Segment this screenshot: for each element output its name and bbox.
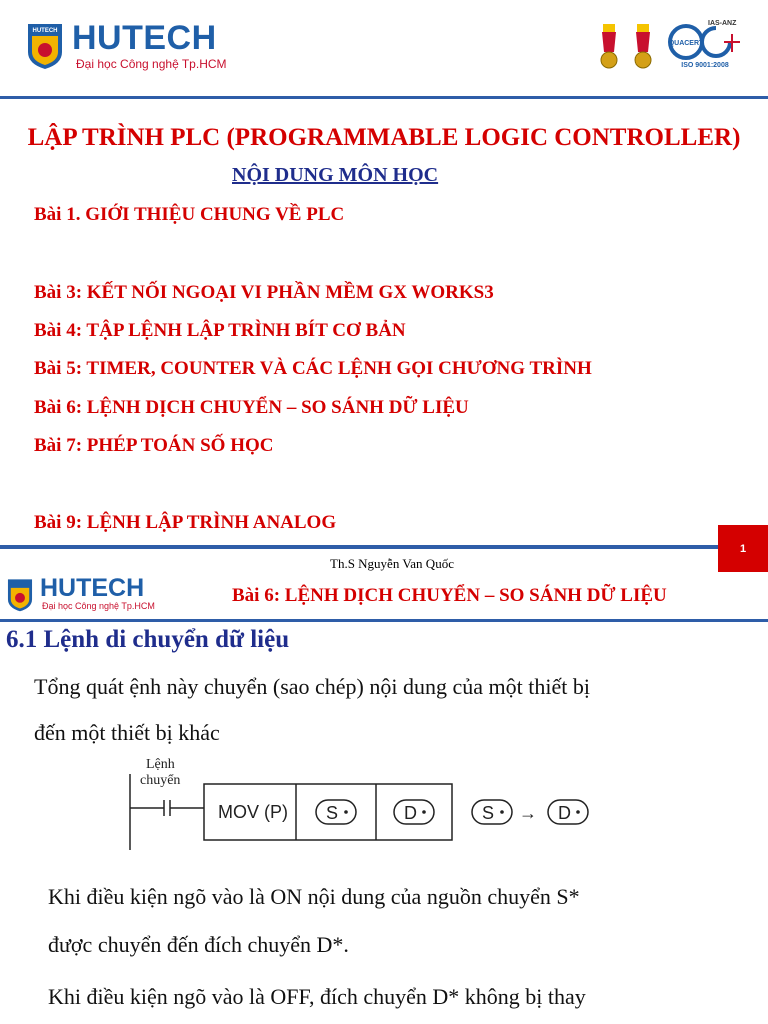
lesson-item: Bài 4: TẬP LỆNH LẬP TRÌNH BÍT CƠ BẢN xyxy=(34,320,406,341)
ias-anz-label: IAS-ANZ xyxy=(708,20,737,27)
medal-icon xyxy=(598,24,620,74)
instruction-name: MOV (P) xyxy=(218,802,288,822)
brand-tagline: Đại học Công nghệ Tp.HCM xyxy=(76,57,227,71)
intro-text: Tổng quát ệnh này chuyển (sao chép) nội dung của một thiết bị xyxy=(34,674,590,699)
body-text: Khi điều kiện ngõ vào là ON nội dung của nguồn chuyển S* xyxy=(48,884,580,909)
lesson-header: Bài 6: LỆNH DỊCH CHUYỂN – SO SÁNH DỮ LIỆU xyxy=(232,585,667,606)
body-text: Khi điều kiện ngõ vào là OFF, đích chuyển D* không bị thay xyxy=(48,984,586,1009)
section-title: 6.1 Lệnh di chuyển dữ liệu xyxy=(6,626,290,653)
lesson-item: Bài 3: KẾT NỐI NGOẠI VI PHẦN MỀM GX WORKS3 xyxy=(34,282,494,303)
mov-instruction-diagram xyxy=(120,752,600,852)
body-text: được chuyển đến đích chuyển D*. xyxy=(48,932,349,957)
shield-text: HUTECH xyxy=(32,28,58,34)
page-number-badge: 1 xyxy=(718,525,768,572)
lesson-item: Bài 5: TIMER, COUNTER VÀ CÁC LỆNH GỌI CHƯƠNG TRÌNH xyxy=(34,358,592,379)
brand-name: HUTECH xyxy=(72,19,217,57)
header-divider xyxy=(0,96,768,99)
author-name: Th.S Nguyễn Van Quốc xyxy=(330,556,454,571)
course-title: LẬP TRÌNH PLC (PROGRAMMABLE LOGIC CONTROLLER) xyxy=(27,124,741,151)
dest-operand: D xyxy=(558,803,571,823)
iso-label: ISO 9001:2008 xyxy=(681,62,729,69)
course-subtitle: NỘI DUNG MÔN HỌC xyxy=(232,164,439,186)
source-operand: S xyxy=(326,803,339,823)
lesson-item: Bài 9: LỆNH LẬP TRÌNH ANALOG xyxy=(34,512,337,533)
hutech-shield-icon xyxy=(26,22,64,70)
arrow: → xyxy=(519,803,537,823)
source-operand: S xyxy=(482,803,495,823)
lesson-item: Bài 6: LỆNH DỊCH CHUYỂN – SO SÁNH DỮ LIỆU xyxy=(34,397,469,418)
lesson-item: Bài 1. GIỚI THIỆU CHUNG VỀ PLC xyxy=(34,204,345,225)
brand-tagline: Đại học Công nghệ Tp.HCM xyxy=(42,601,155,611)
medal-icon xyxy=(632,24,654,74)
footer-divider xyxy=(0,545,718,549)
lesson-item: Bài 7: PHÉP TOÁN SỐ HỌC xyxy=(34,435,274,456)
intro-text: đến một thiết bị khác xyxy=(34,720,220,745)
brand-name: HUTECH xyxy=(40,574,145,602)
hutech-shield-icon xyxy=(6,578,34,612)
diagram-label: chuyển xyxy=(140,773,181,788)
dest-operand: D xyxy=(404,803,417,823)
quacert-text: QUACERT xyxy=(668,40,704,47)
header-divider xyxy=(0,619,768,622)
diagram-label: Lệnh xyxy=(146,757,175,772)
